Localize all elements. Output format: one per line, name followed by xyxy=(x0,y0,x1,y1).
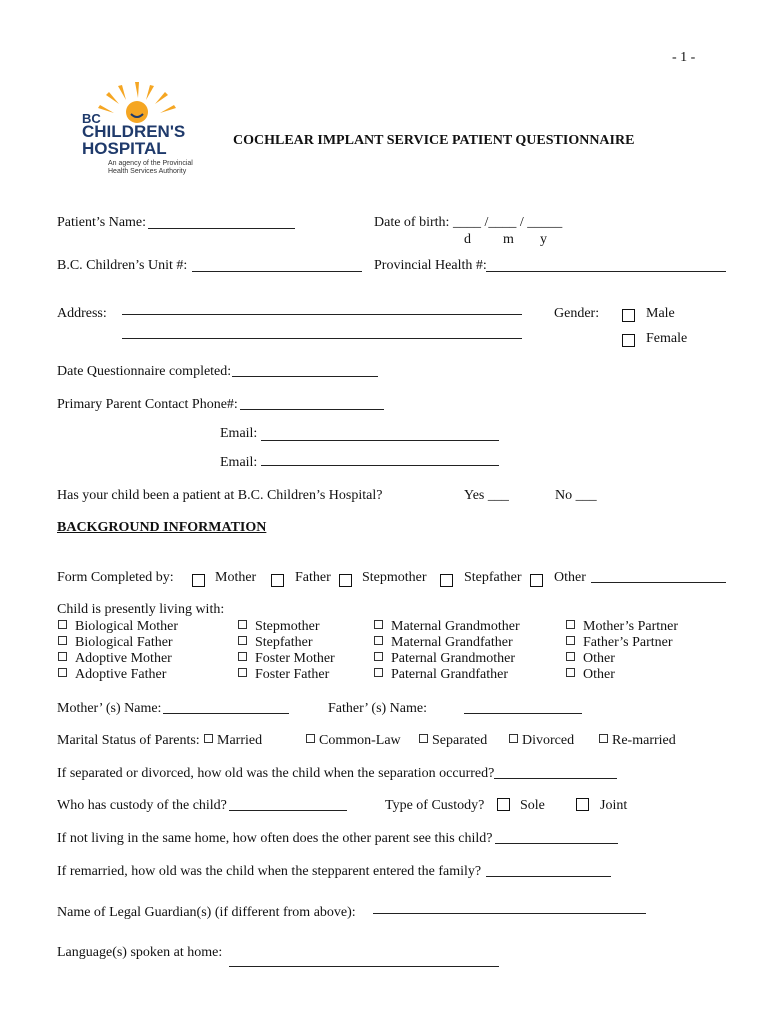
gender-female-checkbox[interactable] xyxy=(622,334,635,347)
form-completed-other-checkbox[interactable] xyxy=(530,574,543,587)
stepparent-field[interactable] xyxy=(486,876,611,877)
bc-childrens-hospital-logo xyxy=(80,80,193,180)
checkbox-icon xyxy=(238,636,247,645)
form-completed-mother-label: Mother xyxy=(215,570,257,585)
form-completed-other-label: Other xyxy=(554,570,586,585)
checkbox-icon xyxy=(599,734,608,743)
list-item[interactable]: Adoptive Father xyxy=(58,667,166,683)
logo-line2: HOSPITAL xyxy=(82,139,167,158)
phone-label: Primary Parent Contact Phone#: xyxy=(57,397,238,412)
mother-name-label: Mother’ (s) Name: xyxy=(57,701,162,716)
gender-female-label: Female xyxy=(646,331,688,346)
list-item[interactable]: Biological Mother xyxy=(58,619,178,635)
father-name-label: Father’ (s) Name: xyxy=(328,701,427,716)
custody-field[interactable] xyxy=(229,810,347,811)
patient-name-label: Patient’s Name: xyxy=(57,215,147,230)
section-background-heading: BACKGROUND INFORMATION xyxy=(57,520,267,535)
logo-line1: CHILDREN'S xyxy=(82,122,186,141)
marital-separated-option[interactable]: Separated xyxy=(419,733,487,749)
list-item[interactable]: Adoptive Mother xyxy=(58,651,172,667)
dob-year-hint: y xyxy=(540,232,547,247)
checkbox-icon xyxy=(566,620,575,629)
checkbox-icon xyxy=(374,620,383,629)
checkbox-icon xyxy=(419,734,428,743)
list-item[interactable]: Stepfather xyxy=(238,635,313,651)
other-parent-field[interactable] xyxy=(495,843,618,844)
logo-tagline2: Health Services Authority xyxy=(108,168,187,175)
patient-before-yes[interactable]: Yes ___ xyxy=(464,488,509,503)
patient-before-question: Has your child been a patient at B.C. Children’s Hospital? xyxy=(57,488,383,503)
date-completed-field[interactable] xyxy=(232,376,378,377)
checkbox-icon xyxy=(58,652,67,661)
list-item[interactable]: Other xyxy=(566,651,615,667)
logo-bc: BC xyxy=(82,111,101,126)
email-label-2: Email: xyxy=(220,455,258,470)
guardian-field[interactable] xyxy=(373,913,646,914)
checkbox-icon xyxy=(374,652,383,661)
checkbox-icon xyxy=(204,734,213,743)
form-completed-father-label: Father xyxy=(295,570,331,585)
living-with-label: Child is presently living with: xyxy=(57,602,225,617)
patient-name-field[interactable] xyxy=(148,228,295,229)
form-completed-label: Form Completed by: xyxy=(57,570,174,585)
phn-label: Provincial Health #: xyxy=(374,258,487,273)
mother-name-field[interactable] xyxy=(163,713,289,714)
list-item[interactable]: Father’s Partner xyxy=(566,635,673,651)
dob-field[interactable]: ____ /____ / _____ xyxy=(453,215,563,230)
checkbox-icon xyxy=(566,652,575,661)
checkbox-icon xyxy=(306,734,315,743)
unit-number-field[interactable] xyxy=(192,271,362,272)
form-completed-stepfather-checkbox[interactable] xyxy=(440,574,453,587)
email-field-2[interactable] xyxy=(261,465,499,466)
custody-sole-label: Sole xyxy=(520,798,545,813)
gender-male-label: Male xyxy=(646,306,675,321)
checkbox-icon xyxy=(238,652,247,661)
list-item[interactable]: Paternal Grandmother xyxy=(374,651,515,667)
custody-question: Who has custody of the child? xyxy=(57,798,227,813)
marital-status-label: Marital Status of Parents: xyxy=(57,733,200,748)
checkbox-icon xyxy=(58,668,67,677)
custody-type-label: Type of Custody? xyxy=(385,798,485,813)
address-field-line2[interactable] xyxy=(122,338,522,339)
list-item[interactable]: Stepmother xyxy=(238,619,320,635)
custody-joint-checkbox[interactable] xyxy=(576,798,589,811)
gender-label: Gender: xyxy=(554,306,600,321)
checkbox-icon xyxy=(374,668,383,677)
checkbox-icon xyxy=(566,636,575,645)
list-item[interactable]: Maternal Grandfather xyxy=(374,635,513,651)
date-completed-label: Date Questionnaire completed: xyxy=(57,364,232,379)
separation-field[interactable] xyxy=(494,778,617,779)
form-completed-stepfather-label: Stepfather xyxy=(464,570,522,585)
marital-commonlaw-option[interactable]: Common-Law xyxy=(306,733,401,749)
list-item[interactable]: Biological Father xyxy=(58,635,173,651)
phn-field[interactable] xyxy=(486,271,726,272)
language-field[interactable] xyxy=(229,966,499,967)
checkbox-icon xyxy=(58,620,67,629)
checkbox-icon xyxy=(374,636,383,645)
checkbox-icon xyxy=(238,620,247,629)
form-completed-stepmother-checkbox[interactable] xyxy=(339,574,352,587)
custody-sole-checkbox[interactable] xyxy=(497,798,510,811)
marital-remarried-option[interactable]: Re-married xyxy=(599,733,676,749)
patient-before-no[interactable]: No ___ xyxy=(555,488,597,503)
page-title: COCHLEAR IMPLANT SERVICE PATIENT QUESTIONNAIRE xyxy=(233,133,635,148)
marital-married-option[interactable]: Married xyxy=(204,733,262,749)
logo-tagline1: An agency of the Provincial xyxy=(108,160,193,167)
unit-number-label: B.C. Children’s Unit #: xyxy=(57,258,188,273)
email-label-1: Email: xyxy=(220,426,258,441)
guardian-label: Name of Legal Guardian(s) (if different from above): xyxy=(57,905,356,920)
list-item[interactable]: Foster Mother xyxy=(238,651,335,667)
father-name-field[interactable] xyxy=(464,713,582,714)
form-completed-father-checkbox[interactable] xyxy=(271,574,284,587)
list-item[interactable]: Mother’s Partner xyxy=(566,619,678,635)
checkbox-icon xyxy=(509,734,518,743)
marital-divorced-option[interactable]: Divorced xyxy=(509,733,574,749)
address-field-line1[interactable] xyxy=(122,314,522,315)
phone-field[interactable] xyxy=(240,409,384,410)
dob-day-hint: d xyxy=(464,232,471,247)
list-item[interactable]: Foster Father xyxy=(238,667,329,683)
form-completed-other-field[interactable] xyxy=(591,582,726,583)
page-number: - 1 - xyxy=(672,50,696,65)
checkbox-icon xyxy=(58,636,67,645)
language-label: Language(s) spoken at home: xyxy=(57,945,223,960)
stepparent-question: If remarried, how old was the child when the stepparent entered the family? xyxy=(57,864,482,879)
separation-question: If separated or divorced, how old was the child when the separation occurred? xyxy=(57,766,495,781)
email-field-1[interactable] xyxy=(261,440,499,441)
list-item[interactable]: Paternal Grandfather xyxy=(374,667,508,683)
checkbox-icon xyxy=(238,668,247,677)
form-completed-mother-checkbox[interactable] xyxy=(192,574,205,587)
other-parent-question: If not living in the same home, how often does the other parent see this child? xyxy=(57,831,493,846)
list-item[interactable]: Maternal Grandmother xyxy=(374,619,520,635)
dob-month-hint: m xyxy=(503,232,514,247)
form-completed-stepmother-label: Stepmother xyxy=(362,570,427,585)
gender-male-checkbox[interactable] xyxy=(622,309,635,322)
custody-joint-label: Joint xyxy=(600,798,628,813)
list-item[interactable]: Other xyxy=(566,667,615,683)
dob-label: Date of birth: xyxy=(374,215,450,230)
checkbox-icon xyxy=(566,668,575,677)
address-label: Address: xyxy=(57,306,107,321)
